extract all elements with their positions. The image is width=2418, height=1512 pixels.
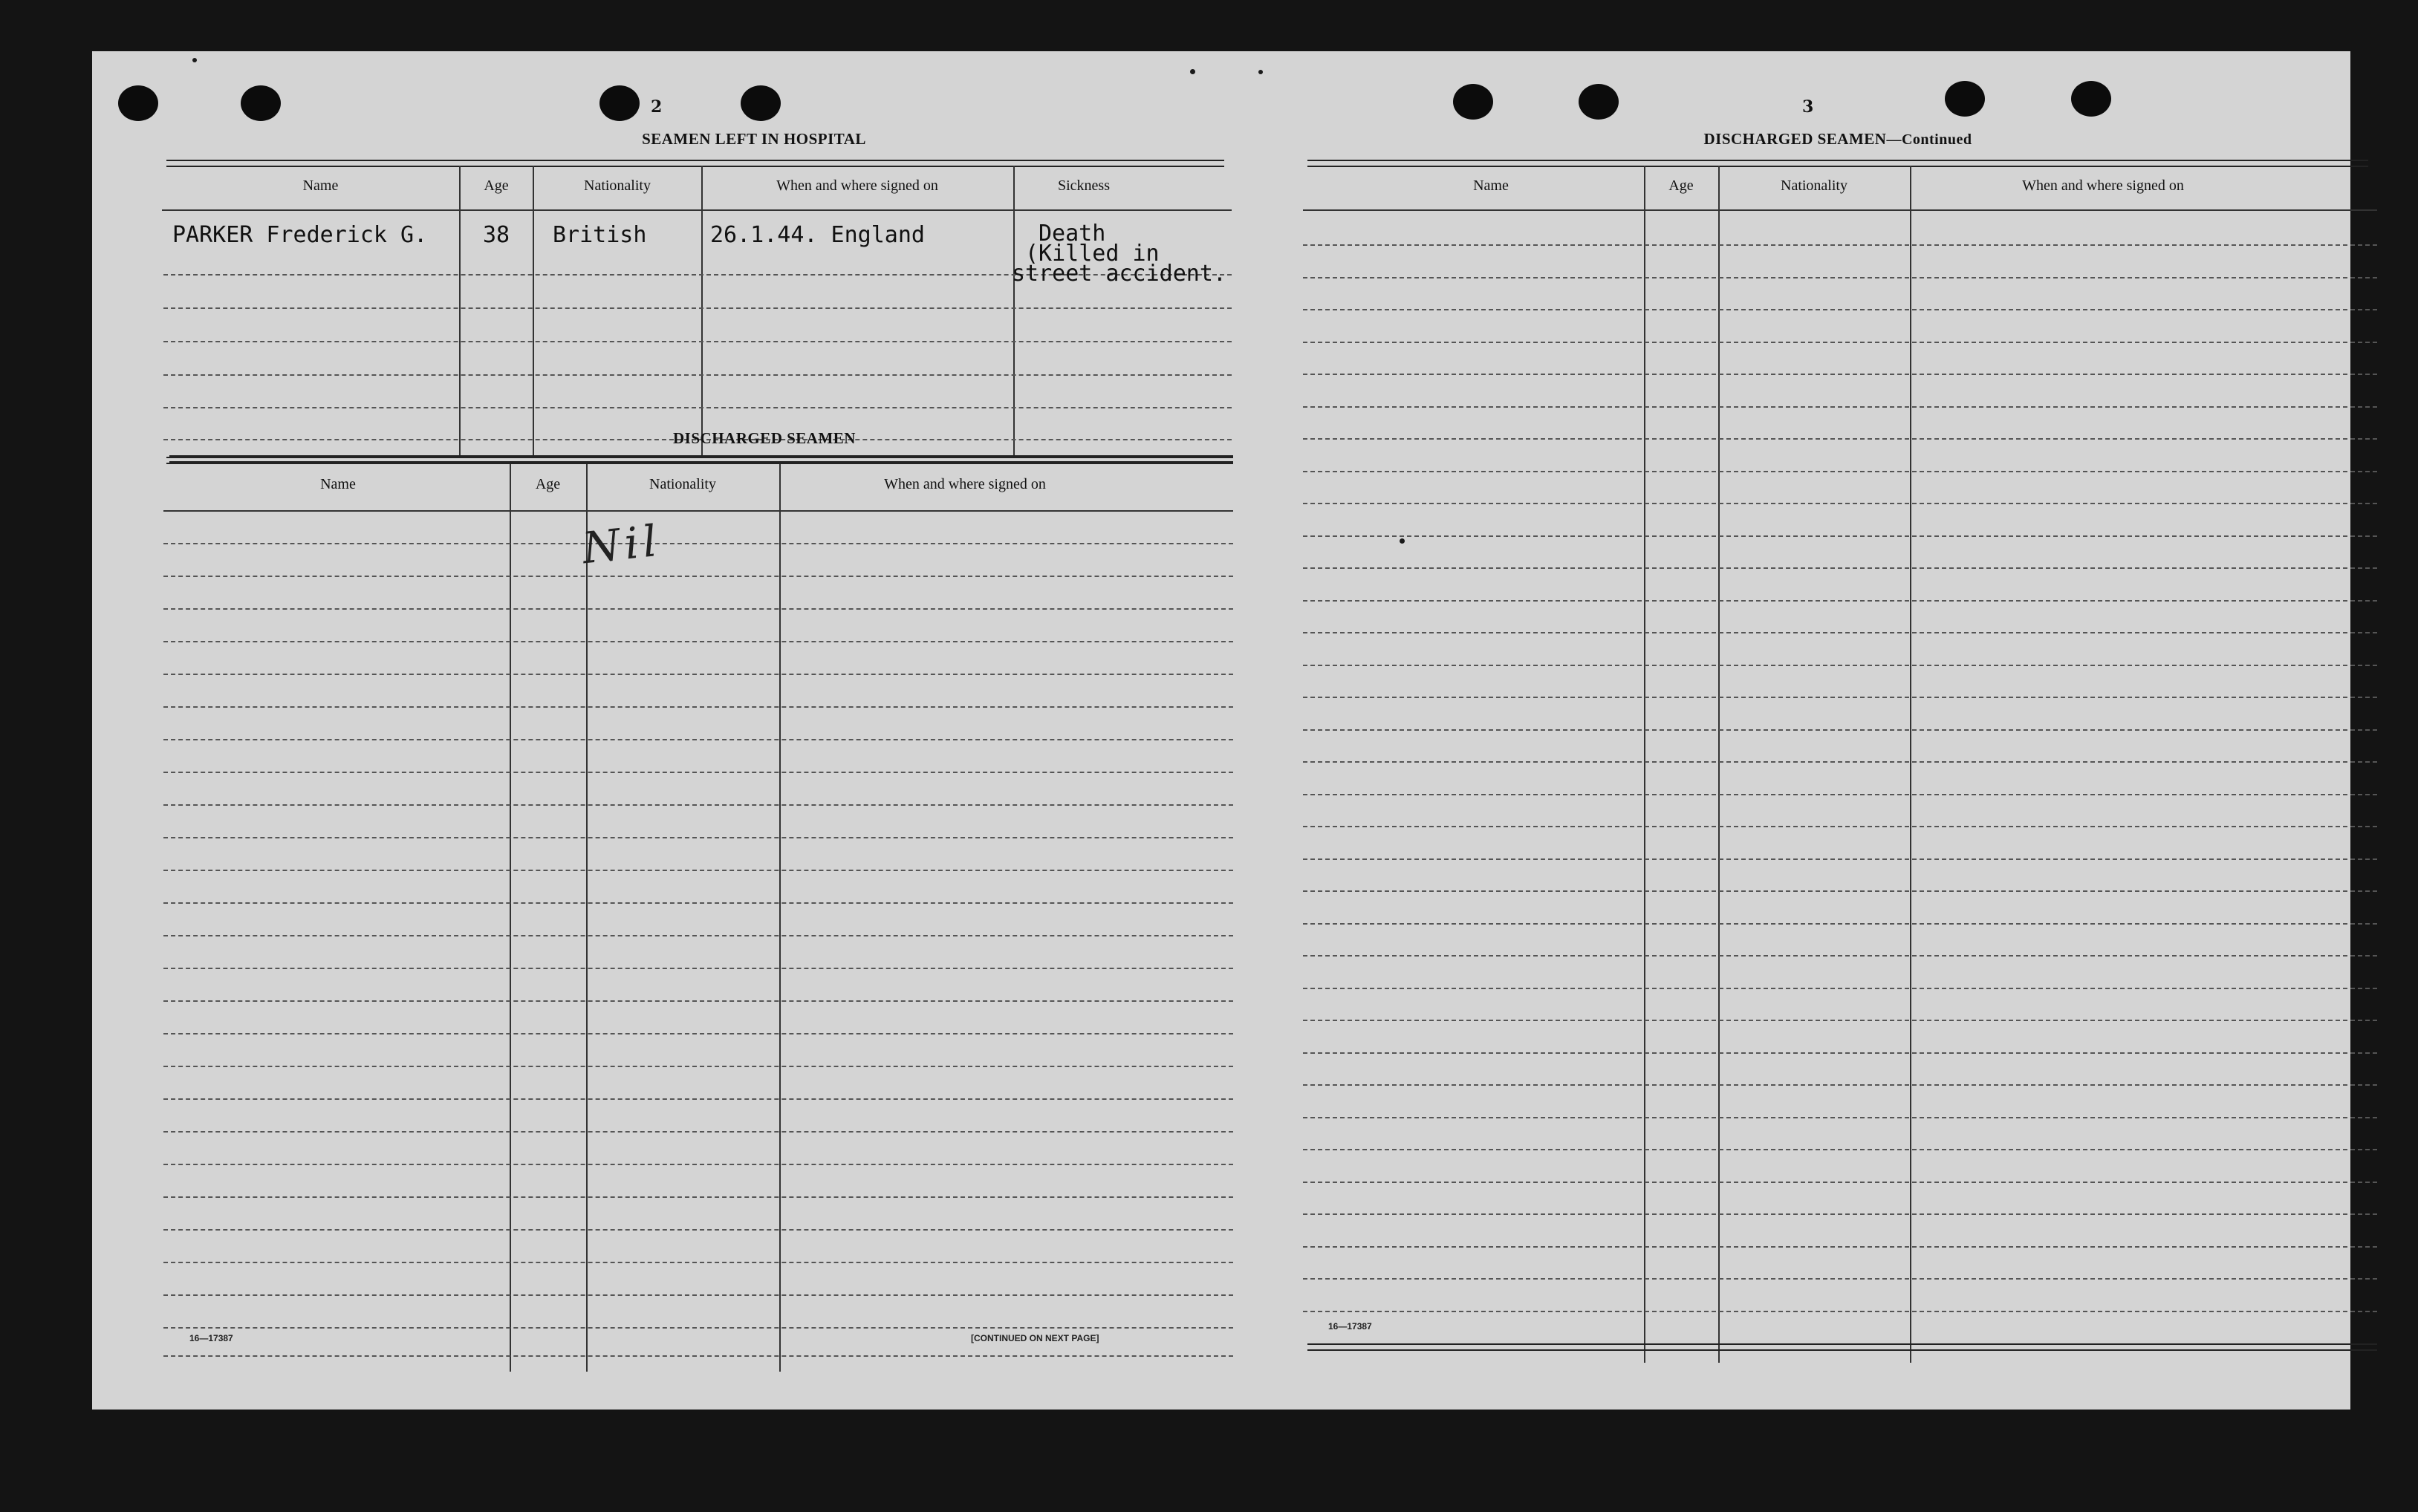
header-rule (163, 510, 1233, 512)
punch-hole (599, 85, 640, 121)
row-rule (1303, 1278, 2377, 1280)
punch-hole (118, 85, 158, 121)
col-header-nationality: Nationality (584, 177, 651, 194)
column-divider (533, 166, 534, 458)
col-header-signed-on: When and where signed on (776, 177, 938, 194)
row-rule (1303, 632, 2377, 633)
row-rule (1303, 438, 2377, 440)
row-rule (163, 307, 1232, 309)
entry-age: 38 (483, 222, 510, 248)
row-rule (1303, 858, 2377, 860)
row-rule (1303, 890, 2377, 892)
hospital-section-title: SEAMEN LEFT IN HOSPITAL (642, 130, 866, 148)
row-rule (163, 968, 1233, 969)
row-rule (163, 1355, 1233, 1357)
row-rule (163, 870, 1233, 871)
row-rule (163, 543, 1233, 544)
punch-hole (241, 85, 281, 121)
col-header-age: Age (535, 476, 561, 492)
speck (1190, 69, 1195, 74)
row-rule (1303, 955, 2377, 957)
row-rule (1303, 503, 2377, 504)
double-rule (1307, 160, 2368, 167)
row-rule (1303, 374, 2377, 375)
row-rule (1303, 567, 2377, 569)
column-divider (510, 464, 511, 1372)
row-rule (163, 1000, 1233, 1002)
row-rule (163, 674, 1233, 675)
row-rule (1303, 729, 2377, 731)
page-number-left: 2 (651, 97, 663, 117)
row-rule (1303, 1084, 2377, 1086)
column-divider (1910, 166, 1911, 1363)
row-rule (163, 706, 1233, 708)
row-rule (1303, 1246, 2377, 1248)
page-number-right: 3 (1802, 97, 1814, 117)
col-header-name: Name (320, 476, 356, 492)
punch-hole (1945, 81, 1985, 117)
column-divider (1644, 166, 1645, 1363)
entry-sickness-line2: (Killed in (1025, 241, 1160, 267)
row-rule (163, 641, 1233, 642)
row-rule (1303, 1117, 2377, 1118)
speck (1400, 538, 1405, 544)
row-rule (163, 1066, 1233, 1067)
row-rule (1303, 1052, 2377, 1054)
col-header-nationality: Nationality (1781, 177, 1847, 194)
entry-sickness-line1: Death (1039, 221, 1106, 247)
entry-nationality: British (553, 222, 647, 248)
entry-sickness-line3: street accident. (1012, 261, 1226, 287)
col-header-signed-on: When and where signed on (884, 476, 1046, 492)
row-rule (163, 804, 1233, 806)
row-rule (163, 935, 1233, 936)
row-rule (1303, 1020, 2377, 1021)
col-header-signed-on: When and where signed on (2022, 177, 2184, 194)
punch-hole (1453, 84, 1493, 120)
row-rule (163, 902, 1233, 904)
row-rule (163, 1033, 1233, 1034)
double-rule (166, 457, 1233, 464)
row-rule (163, 1262, 1233, 1263)
row-rule (1303, 1182, 2377, 1183)
discharged-continued-title-main: DISCHARGED SEAMEN (1703, 130, 1887, 148)
row-rule (1303, 471, 2377, 472)
row-rule (163, 407, 1232, 408)
row-rule (1303, 535, 2377, 537)
form-number-left: 16—17387 (189, 1333, 233, 1343)
row-rule (163, 739, 1233, 740)
discharged-section-title: DISCHARGED SEAMEN (673, 429, 856, 447)
row-rule (1303, 1311, 2377, 1312)
form-number-right: 16—17387 (1328, 1321, 1372, 1332)
row-rule (163, 341, 1232, 342)
row-rule (1303, 277, 2377, 278)
row-rule (1303, 923, 2377, 925)
row-rule (163, 1196, 1233, 1198)
col-header-name: Name (1473, 177, 1509, 194)
column-divider (701, 166, 703, 458)
header-rule (1303, 209, 2377, 211)
row-rule (163, 1131, 1233, 1133)
entry-signed-on: 26.1.44. England (710, 222, 925, 248)
row-rule (163, 374, 1232, 376)
speck (1258, 70, 1263, 74)
col-header-age: Age (484, 177, 509, 194)
row-rule (1303, 600, 2377, 602)
row-rule (1303, 988, 2377, 989)
row-rule (1303, 244, 2377, 246)
col-header-age: Age (1668, 177, 1694, 194)
row-rule (1303, 826, 2377, 827)
row-rule (163, 837, 1233, 838)
continued-note: [CONTINUED ON NEXT PAGE] (971, 1333, 1099, 1343)
row-rule (1303, 1149, 2377, 1150)
double-rule (166, 160, 1224, 167)
row-rule (1303, 406, 2377, 408)
col-header-nationality: Nationality (649, 476, 716, 492)
row-rule (1303, 342, 2377, 343)
row-rule (1303, 1213, 2377, 1215)
column-divider (1718, 166, 1720, 1363)
col-header-sickness: Sickness (1058, 177, 1110, 194)
row-rule (163, 1327, 1233, 1329)
double-rule (1307, 1343, 2377, 1351)
col-header-name: Name (302, 177, 339, 194)
column-divider (1013, 166, 1015, 458)
row-rule (163, 772, 1233, 773)
discharged-continued-title-suffix: —Continued (1886, 131, 1972, 148)
row-rule (1303, 665, 2377, 666)
row-rule (163, 1294, 1233, 1296)
punch-hole (1579, 84, 1619, 120)
punch-hole (741, 85, 781, 121)
row-rule (163, 1098, 1233, 1100)
header-rule (162, 209, 1232, 211)
row-rule (163, 1164, 1233, 1165)
row-rule (163, 1229, 1233, 1231)
row-rule (1303, 697, 2377, 698)
column-divider (459, 166, 461, 458)
row-rule (163, 576, 1233, 577)
discharged-continued-title (1578, 130, 2098, 149)
entry-name: PARKER Frederick G. (172, 222, 428, 248)
punch-hole (2071, 81, 2111, 117)
row-rule (1303, 309, 2377, 310)
document-sheet (92, 51, 2350, 1410)
speck (192, 58, 197, 62)
row-rule (1303, 794, 2377, 795)
row-rule (163, 608, 1233, 610)
column-divider (779, 464, 781, 1372)
column-divider (586, 464, 588, 1372)
handwritten-nil: Nil (579, 515, 664, 574)
row-rule (1303, 761, 2377, 763)
